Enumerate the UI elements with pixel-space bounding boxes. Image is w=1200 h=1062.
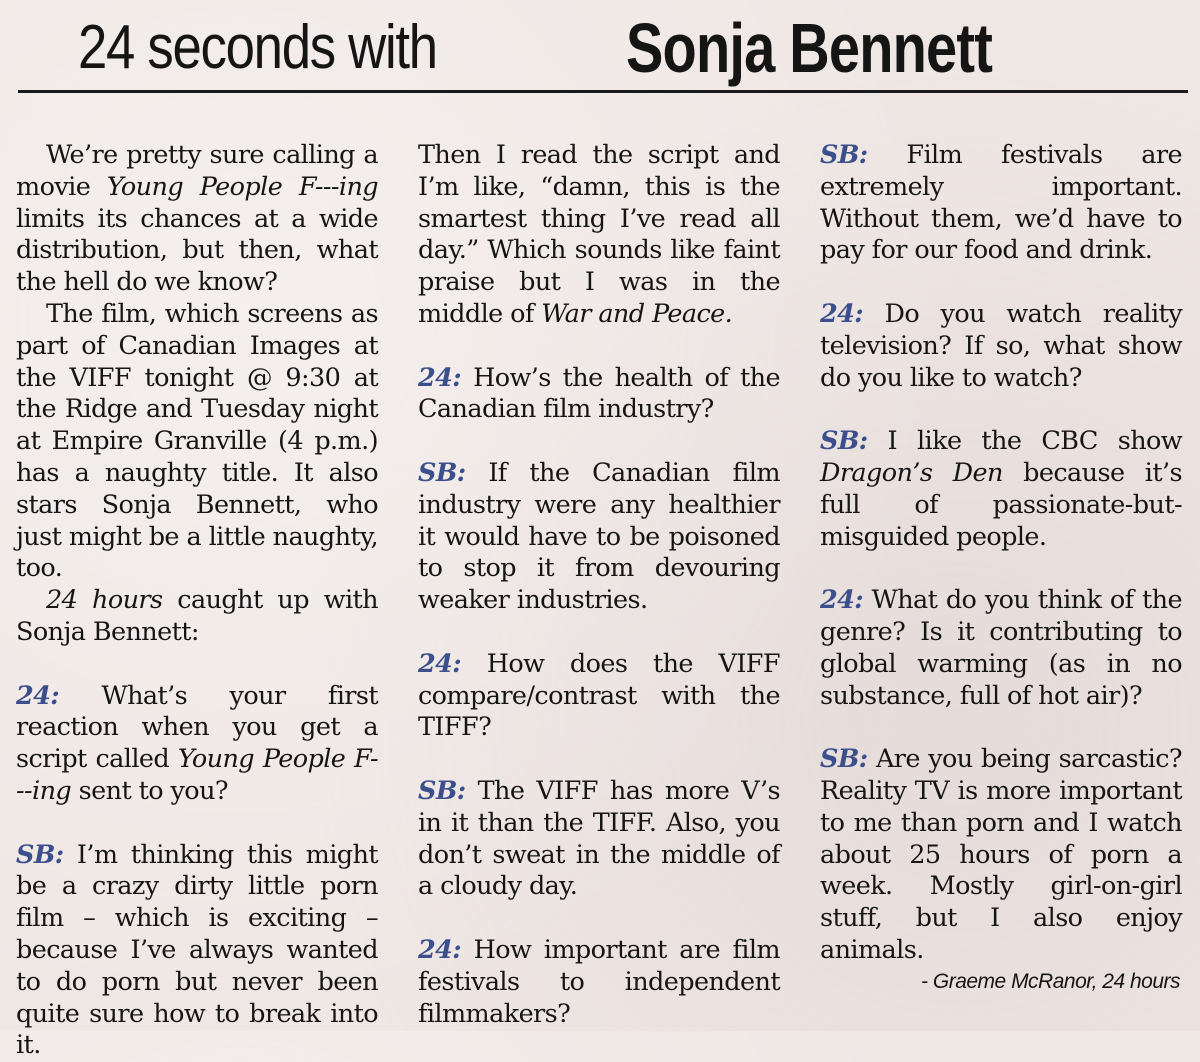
answer-tag: SB: [418,775,466,806]
answer-tag: SB: [820,426,868,457]
intro-paragraph-2: The film, which screens as part of Canadian Images at the VIFF tonight @ 9:30 at the Ridge and Tuesday night at Empire Granville (4 p.m.) has a naughty title. It also stars Sonja Bennett, who just might be a little naughty, too. [16,298,378,584]
question-1: 24: What’s your first reaction when you get a script called Young People F---ing sent to you? [16,680,379,806]
answer-6: SB: Are you being sarcastic? Reality TV is more important to me than porn and I watch about 25 hours of porn a week. Mostly girl-on-girl stuff, but I also enjoy animals. [820,744,1182,965]
show-title: Dragon’s Den [820,457,1003,488]
film-title: Young People F---ing [106,171,378,202]
question-tag: 24: [418,648,462,679]
answer-tag: SB: [418,457,466,488]
answer-1: SB: I’m thinking this might be a crazy dirty little porn film – which is exciting – because I’ve always wanted to do porn but never been quite sure how to break into it. [16,839,378,1061]
column-3 [820,140,1182,967]
publication-name: 24 hours [46,585,163,616]
book-title: War and Peace. [541,298,733,329]
answer-3: SB: The VIFF has more V’s in it than the TIFF. Also, you don’t sweat in the middle of a cloudy day. [418,775,780,902]
question-tag: 24: [16,680,60,711]
question-4: 24: How important are film festivals to independent filmmakers? [418,934,780,1029]
question-tag: 24: [820,585,864,616]
intro-paragraph-3: 24 hours caught up with Sonja Bennett: [16,585,378,647]
answer-4: SB: Film festivals are extremely important. Without them, we’d have to pay for our food and drink. [820,140,1182,266]
column-1 [16,140,378,1062]
question-tag: 24: [418,362,462,393]
answer-1-continued: Then I read the script and I’m like, “damn, this is the smartest thing I’ve read all day.” Which sounds like faint praise but I was in the middle of War and Peace. [418,140,780,329]
headline-lead: 24 seconds with [78,13,437,82]
answer-5: SB: I like the CBC show Dragon’s Den because it’s full of passionate-but-misguided people. [820,426,1182,552]
byline: - Graeme McRanor, 24 hours [921,970,1180,993]
headline-rule [18,90,1188,93]
answer-2: SB: If the Canadian film industry were any healthier it would have to be poisoned to stop it from devouring weaker industries. [418,457,780,616]
question-5: 24: Do you watch reality television? If so, what show do you like to watch? [820,298,1182,393]
headline-name: Sonja Bennett [626,9,993,87]
headline [78,6,993,90]
film-title: Young People F---ing [16,744,379,806]
question-2: 24: How’s the health of the Canadian film industry? [418,362,780,425]
answer-tag: SB: [820,140,868,170]
question-tag: 24: [418,934,462,965]
question-3: 24: How does the VIFF compare/contrast with the TIFF? [418,648,780,743]
intro-paragraph-1: We’re pretty sure calling a movie Young People F---ing limits its chances at a wide distribution, but then, what the hell do we know? [16,140,378,298]
question-6: 24: What do you think of the genre? Is it contributing to global warming (as in no substance, full of hot air)? [820,585,1182,711]
answer-tag: SB: [820,744,868,775]
question-tag: 24: [820,298,864,329]
answer-tag: SB: [16,839,64,870]
column-2 [418,140,780,1030]
